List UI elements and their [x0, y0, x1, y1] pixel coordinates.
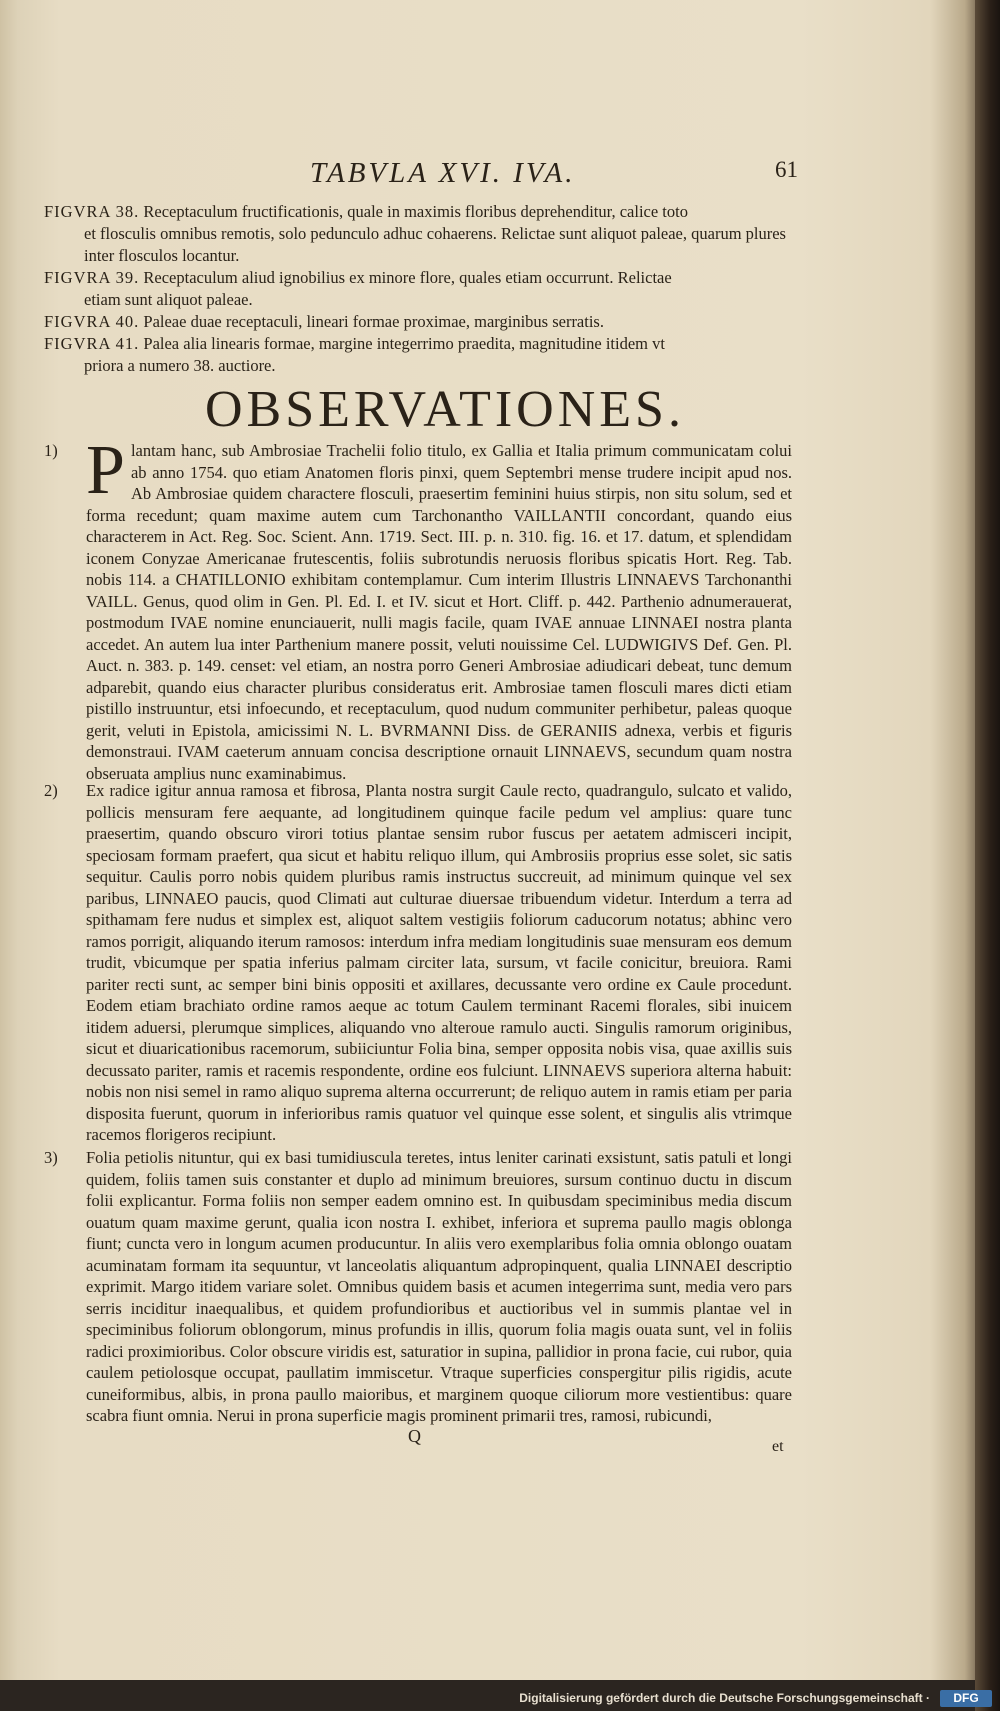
figure-text: Paleae duae receptaculi, lineari formae proximae, marginibus serratis.	[143, 312, 604, 331]
dfg-logo: DFG	[940, 1690, 992, 1707]
paragraph-number: 1)	[44, 441, 58, 460]
section-heading: OBSERVATIONES.	[205, 381, 685, 438]
paragraph-1	[44, 432, 792, 784]
figure-label: FIGVRA 38.	[44, 202, 140, 221]
figure-entry	[44, 201, 792, 267]
figure-text-cont: etiam sunt aliquot paleae.	[84, 290, 253, 309]
paragraph-3	[44, 1147, 792, 1427]
figure-entry	[44, 311, 792, 333]
figure-label: FIGVRA 40.	[44, 312, 140, 331]
paragraph-2	[44, 780, 792, 1146]
figure-text: Receptaculum fructificationis, quale in maximis floribus deprehenditur, calice toto	[143, 202, 688, 221]
signature-mark: Q	[408, 1426, 421, 1446]
figure-entry	[44, 333, 792, 377]
figure-label: FIGVRA 39.	[44, 268, 140, 287]
digitization-footer	[0, 1687, 1000, 1711]
catchword: et	[772, 1438, 784, 1455]
page-number: 61	[775, 157, 798, 182]
running-head	[0, 157, 975, 197]
figure-label: FIGVRA 41.	[44, 334, 140, 353]
figure-descriptions	[44, 201, 792, 377]
drop-cap: P	[86, 432, 125, 509]
paragraph-number: 3)	[44, 1148, 58, 1167]
figure-text-cont: priora a numero 38. auctiore.	[84, 356, 276, 375]
paragraph-text: Ex radice igitur annua ramosa et fibrosa, Planta nostra surgit Caule recto, quadrangulo, sulcato et valido, pollicis mensuram fere aequante, ad longitudinem quinque facile pedum vel amplius: quare tunc praesertim, quando obscuro virori totius plantae sensim rubor fuscus per aetatem admisceri incipit, speciosam formam praefert, qua sicut et habitu reliquo illum, qui Ambrosiis proprius esse solet, sic satis sequitur. Caulis porro nobis quidem pluribus ramis instructus succreuit, ad minimum quinque vel sex paribus, LINNAEO paucis, quod Climati aut culturae diuersae tribuendum videtur. Interdum a terra ad spithamam fere nudus et simplex est, aliquot saltem vestigiis foliorum caducorum notatus; abhinc vero ramos porrigit, aliquando iterum ramosos: interdum infra mediam longitudinis suae mensuram eos demum trudit, vbicumque per spatia inferius palmam circiter lata, sursum, vt facile conicitur, breuiora. Rami pariter recti sunt, ac semper bini binis oppositi et axillares, decussante vero ordine ex Caule procedunt. Eodem etiam brachiato ordine ramos aeque ac totum Caulem terminant Racemi florales, sibi inuicem itidem aduersi, plerumque simplices, aliquando vno alteroue ramulo aucti. Singulis ramorum originibus, sicut et diuaricationibus racemorum, subiiciuntur Folia bina, semper opposita nobis visa, quae axillis suis decussato pariter, ramis et racemis respondente, ordine eos fulciunt. LINNAEVS superiora alterna habuit: nobis non nisi semel in ramo aliquo suprema alterna occurrerunt; de reliquo autem in ramis etiam per paria disposita fuerunt, quorum in inferioribus ramis quatuor vel quinque esse solent, et singulis alis vtrimque racemos florigeros recipiunt.	[86, 781, 792, 1144]
book-spine	[975, 0, 1000, 1711]
footer-text: Digitalisierung gefördert durch die Deutsche Forschungsgemeinschaft ·	[519, 1691, 930, 1705]
paragraph-text: Folia petiolis nituntur, qui ex basi tumidiuscula teretes, intus leniter carinati exsistunt, satis patuli et longi quidem, foliis tamen suis constanter et duplo ad minimum breuiores, sursum continuo ductu in discum folii explicantur. Forma foliis non semper eadem omnino est. In quibusdam speciminibus media discum ouatum quam maxime gerunt, qualia icon nostra I. exhibet, inferiora et suprema paullo magis oblonga fiunt; cuncta vero in longum acumen producuntur. In aliis vero exemplaribus folia omnia oblongo ouatam acuminatam formam ita sequuntur, vt lanceolatis aliquantum adpropinquent, qualia LINNAEI descriptio exprimit. Margo itidem variare solet. Omnibus quidem basis et acumen integerrima sunt, media vero pars serris inciditur inaequalibus, et quidem profundioribus et auctioribus vel in summis plantae vel in speciminibus foliorum oblongorum, minus profundis in illis, quorum folia magis ouata sunt, vel in foliis radici proximioribus. Color obscure viridis est, saturatior in supina, pallidior in prona facie, cui rubor, quia caulem petiolosque occupat, paullatim immiscetur. Vtraque superficies conspergitur pilis rigidis, acute cuneiformibus, albis, in prona paullo maioribus, et marginem quoque ciliorum more vestientibus: quare scabra fiunt omnia. Nerui in prona superficie magis prominent primarii tres, ramosi, rubicundi,	[86, 1148, 792, 1425]
paragraph-text: lantam hanc, sub Ambrosiae Trachelii folio titulo, ex Gallia et Italia primum communicatam colui ab anno 1754. quo etiam Anatomen floris pinxi, quem Septembri mense trudere incipit apud nos. Ab Ambrosiae quidem charactere flosculi, praesertim feminini huius stirpis, non situ solum, sed et forma recedunt; quam maxime autem cum Tarchonantho VAILLANTII concordant, quando eius characterem in Act. Reg. Soc. Scient. Ann. 1719. Sect. III. p. n. 310. fig. 16. et 17. datum, et splendidam iconem Conyzae Americanae frutescentis, foliis subrotundis neruosis floribus spicatis Hort. Reg. Tab. nobis 114. a CHATILLONIO exhibitam contemplamur. Cum interim Illustris LINNAEVS Tarchonanthi VAILL. Genus, quod olim in Gen. Pl. Ed. I. et IV. sicut et Hort. Cliff. p. 442. Parthenio adnumerauerat, postmodum IVAE nomine enunciauerit, nulli magis facile, quam IVAE annuae LINNAEI nostra planta accedet. An autem lua inter Parthenium manere possit, veluti nouissime Cel. LUDWIGIVS Def. Gen. Pl. Auct. n. 383. p. 149. censet: vel etiam, an nostra porro Generi Ambrosiae adiudicari debeat, tunc demum adparebit, quando eius character pluribus consideratus erit. Ambrosiae tamen flosculi mares dicti etiam pistillo instruuntur, etsi infoecundo, et receptaculum, quod nudum communiter perhibetur, paleas quoque gerit, veluti in Epistola, amicissimi N. L. BVRMANNI Diss. de GERANIIS adnexa, verbis et figuris demonstraui. IVAM caeterum annuam concisa descriptione ornauit LINNAEVS, secundum quam nostra obseruata amplius nunc examinabimus.	[86, 441, 792, 783]
figure-text: Receptaculum aliud ignobilius ex minore flore, quales etiam occurrunt. Relictae	[143, 268, 672, 287]
figure-text: Palea alia linearis formae, margine integerrimo praedita, magnitudine itidem vt	[143, 334, 665, 353]
figure-text-cont: et flosculis omnibus remotis, solo pedunculo adhuc cohaerens. Relictae sunt aliquot paleae, quarum plures inter flosculos locantur.	[84, 224, 786, 265]
paragraph-number: 2)	[44, 781, 58, 800]
figure-entry	[44, 267, 792, 311]
running-title: TABVLA XVI. IVA.	[310, 157, 576, 189]
